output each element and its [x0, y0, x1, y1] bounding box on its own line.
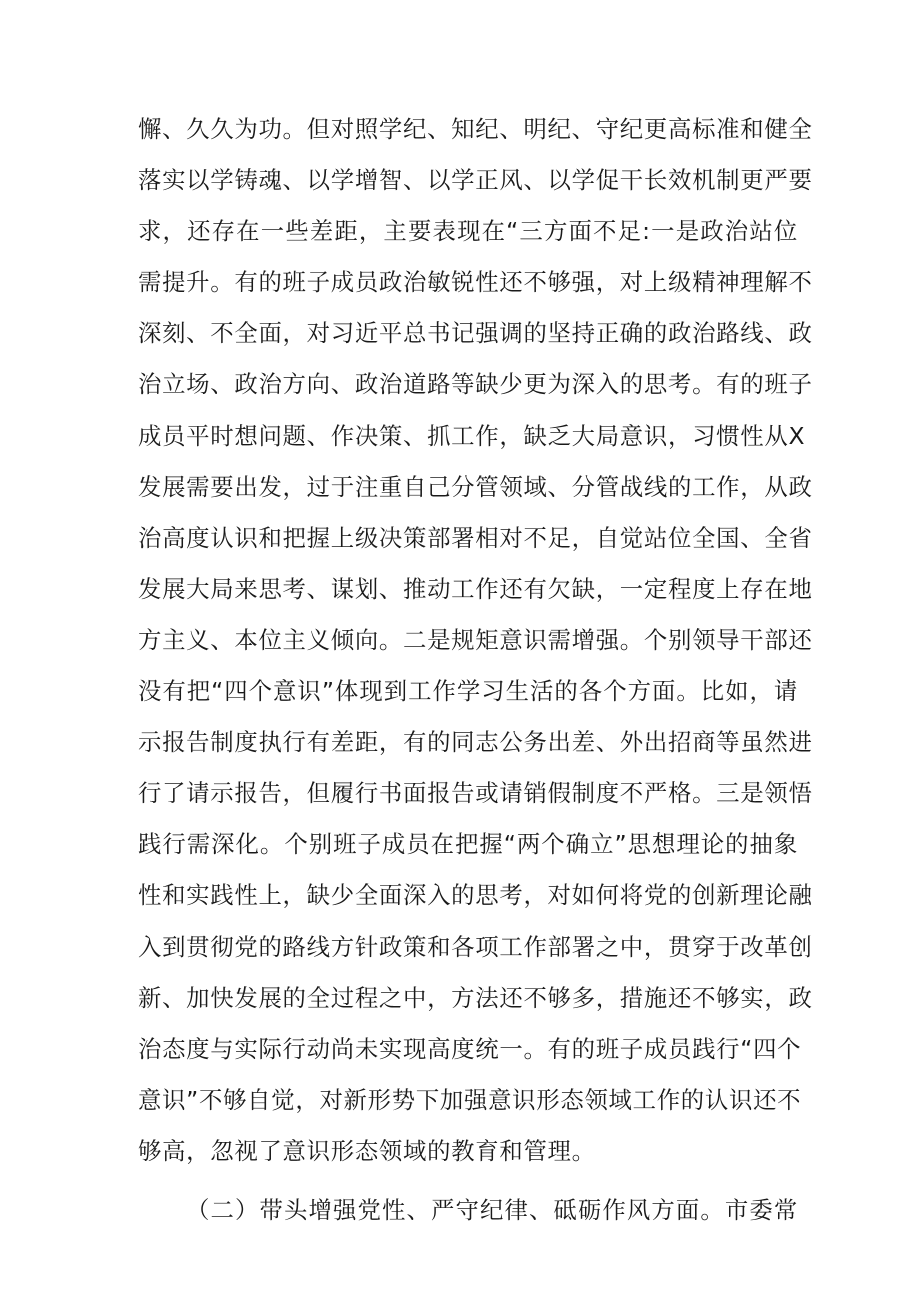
text-line: 求，还存在一些差距，主要表现在“三方面不足:一是政治站位: [138, 217, 798, 246]
paragraph-end-line: 够高，忽视了意识形态领域的教育和管理。: [138, 1136, 596, 1165]
text-line: 治态度与实际行动尚未实现高度统一。有的班子成员践行“四个: [138, 1034, 802, 1063]
text-line: 示报告制度执行有差距，有的同志公务出差、外出招商等虽然进: [138, 728, 813, 757]
text-line: 性和实践性上，缺少全面深入的思考，对如何将党的创新理论融: [138, 881, 813, 910]
text-line: 入到贯彻党的路线方针政策和各项工作部署之中，贯穿于改革创: [138, 932, 813, 961]
text-line: 行了请示报告，但履行书面报告或请销假制度不严格。三是领悟: [138, 779, 813, 808]
text-line: 懈、久久为功。但对照学纪、知纪、明纪、守纪更高标准和健全: [138, 115, 813, 143]
text-line: 没有把“四个意识”体现到工作学习生活的各个方面。比如，请: [138, 677, 798, 706]
text-line: 需提升。有的班子成员政治敏锐性还不够强，对上级精神理解不: [138, 268, 813, 297]
paragraph-gap: [138, 1177, 798, 1185]
text-line: 成员平时想问题、作决策、抓工作，缺乏大局意识，习惯性从X: [138, 421, 806, 450]
text-line: 新、加快发展的全过程之中，方法还不够多，措施还不够实，政: [138, 983, 813, 1012]
text-line: 深刻、不全面，对习近平总书记强调的坚持正确的政治路线、政: [138, 319, 813, 348]
text-line: 落实以学铸魂、以学增智、以学正风、以学促干长效机制更严要: [138, 166, 813, 195]
section-heading-line: （二）带头增强党性、严守纪律、砥砺作风方面。市委常: [186, 1195, 798, 1224]
text-line: 治高度认识和把握上级决策部署相对不足，自觉站位全国、全省: [138, 523, 813, 552]
text-line: 治立场、政治方向、政治道路等缺少更为深入的思考。有的班子: [138, 370, 813, 399]
text-line: 意识”不够自觉，对新形势下加强意识形态领域工作的认识还不: [138, 1085, 802, 1114]
text-line: 践行需深化。个别班子成员在把握“两个确立”思想理论的抽象: [138, 830, 798, 859]
text-line: 发展需要出发，过于注重自己分管领域、分管战线的工作，从政: [138, 472, 813, 501]
body-text: [138, 104, 813, 1236]
text-line: 方主义、本位主义倾向。二是规矩意识需增强。个别领导干部还: [138, 625, 813, 654]
text-line: 发展大局来思考、谋划、推动工作还有欠缺，一定程度上存在地: [138, 574, 813, 603]
